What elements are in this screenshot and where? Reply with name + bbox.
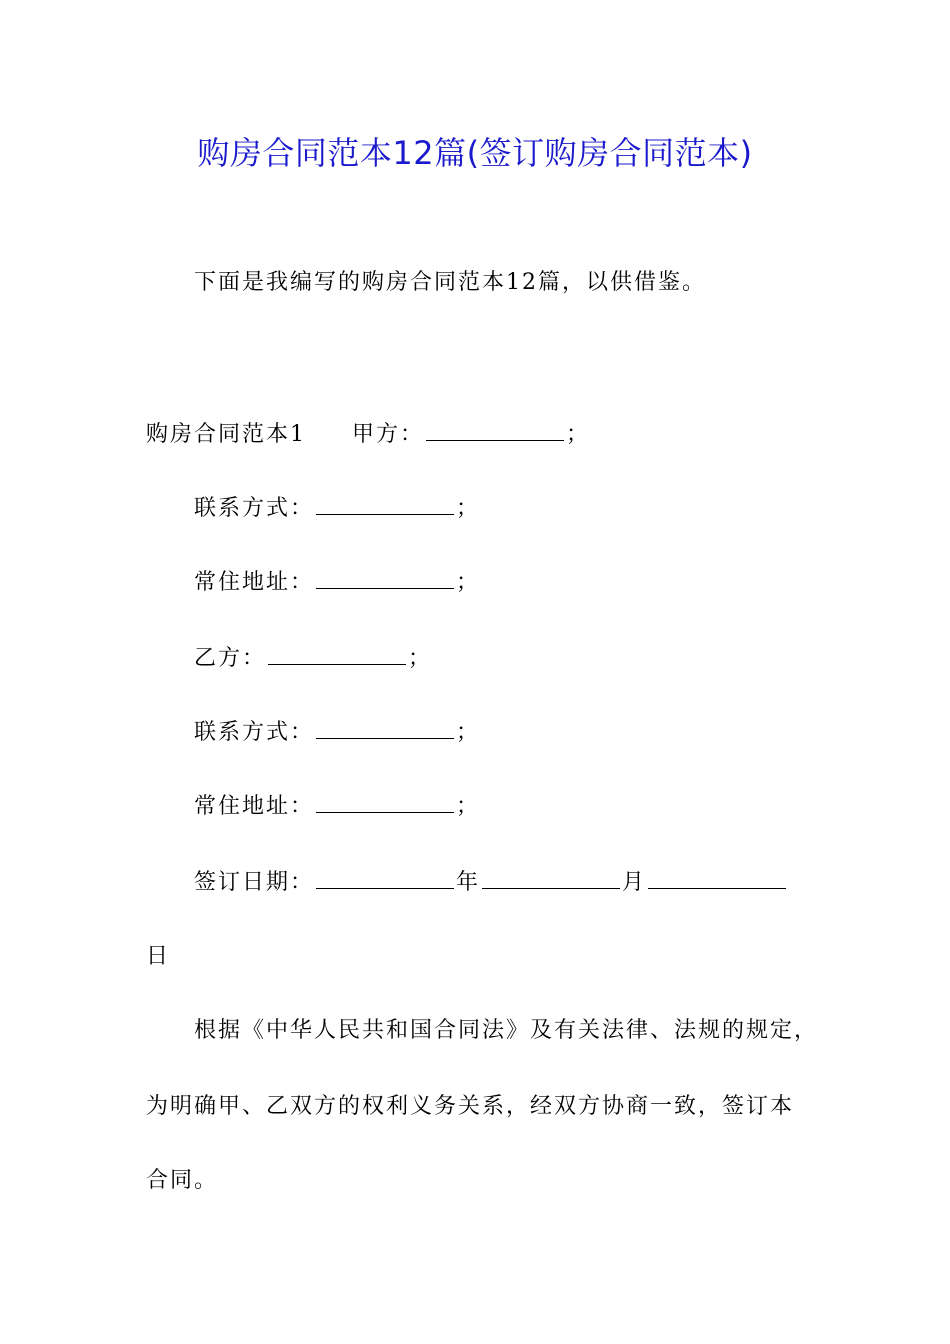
party-b-contact-blank: [316, 718, 454, 739]
intro-paragraph: 下面是我编写的购房合同范本12篇，以供借鉴。: [194, 270, 706, 295]
body-line-2: 为明确甲、乙双方的权利义务关系，经双方协商一致，签订本: [146, 1094, 795, 1119]
party-b-contact-terminator: ；: [456, 720, 481, 745]
party-a-label: 甲方：: [352, 422, 425, 447]
party-a-contact-label: 联系方式：: [194, 496, 315, 521]
party-a-address-row: [194, 568, 480, 598]
party-b-row: [194, 644, 432, 674]
sign-date-row: [194, 868, 788, 898]
party-b-contact-row: [194, 718, 480, 748]
body-line-1: 根据《中华人民共和国合同法》及有关法律、法规的规定，: [194, 1018, 819, 1043]
party-a-address-terminator: ；: [456, 570, 481, 595]
party-a-terminator: ；: [566, 422, 591, 447]
party-b-address-row: [194, 792, 480, 822]
party-a-contact-blank: [316, 494, 454, 515]
party-b-contact-label: 联系方式：: [194, 720, 315, 745]
party-b-address-terminator: ；: [456, 794, 481, 819]
party-a-blank: [426, 420, 564, 441]
party-a-contact-row: [194, 494, 480, 524]
party-b-blank: [268, 644, 406, 665]
sign-date-label: 签订日期：: [194, 870, 315, 895]
party-b-address-blank: [316, 792, 454, 813]
sign-day-blank: [648, 868, 786, 889]
party-b-label: 乙方：: [194, 646, 267, 671]
document-title: 购房合同范本12篇(签订购房合同范本): [197, 134, 753, 172]
sign-day-unit: 日: [146, 944, 171, 969]
body-line-3: 合同。: [146, 1168, 219, 1193]
party-a-address-label: 常住地址：: [194, 570, 315, 595]
section-heading: 购房合同范本1: [146, 422, 306, 447]
party-a-address-blank: [316, 568, 454, 589]
party-b-terminator: ；: [408, 646, 433, 671]
party-a-contact-terminator: ；: [456, 496, 481, 521]
sign-month-unit: 月: [622, 870, 647, 895]
party-a-row: [146, 420, 590, 450]
sign-year-blank: [316, 868, 454, 889]
sign-year-unit: 年: [456, 870, 481, 895]
sign-month-blank: [482, 868, 620, 889]
party-b-address-label: 常住地址：: [194, 794, 315, 819]
